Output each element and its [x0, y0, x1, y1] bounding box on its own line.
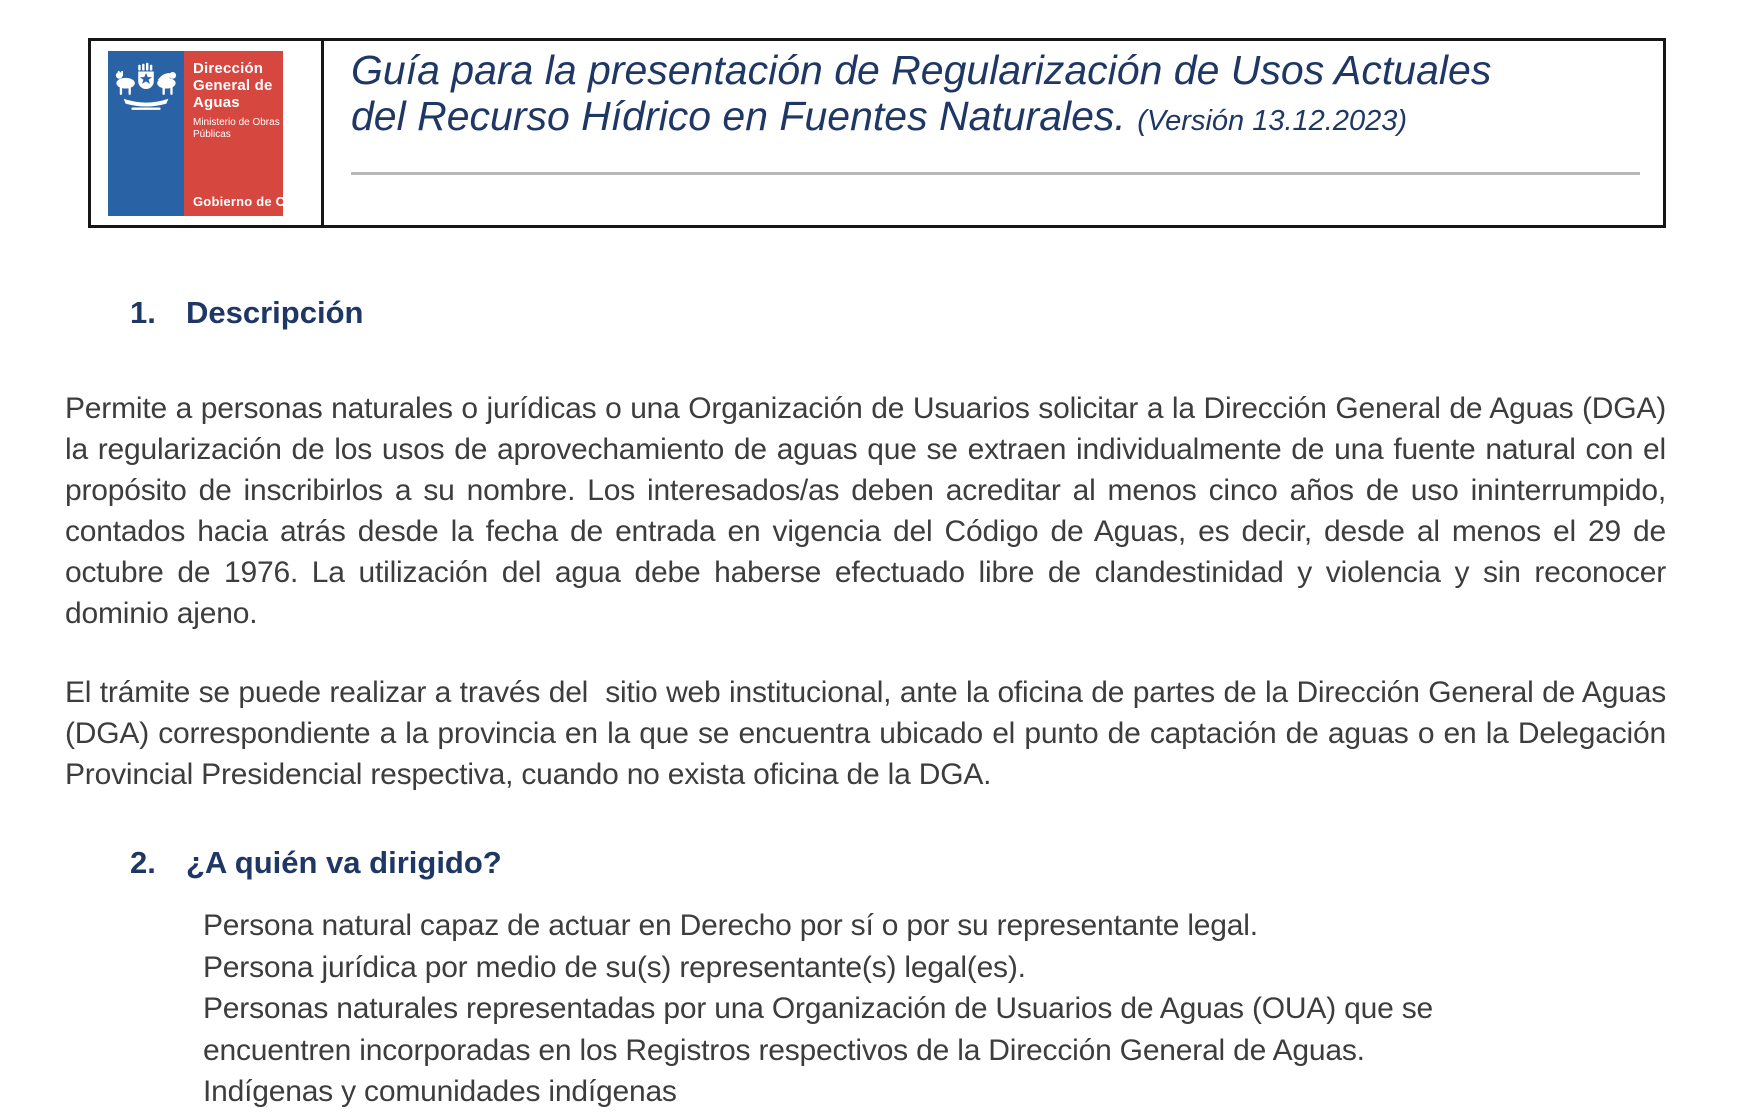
section-2-heading	[130, 845, 502, 881]
logo-ministry-line2: Públicas	[193, 129, 231, 140]
section-1-title: Descripción	[186, 295, 364, 330]
logo-agency-name	[193, 60, 273, 111]
document-title	[351, 47, 1663, 144]
description-paragraph-1: Permite a personas naturales o jurídicas o una Organización de Usuarios solicitar a la Dirección General de Aguas (DGA) la regularización de los usos de aprovechamiento de aguas que se extraen individualmente de una fuente natural con el propósito de inscribirlos a su nombre. Los interesados/as deben acreditar al menos cinco años de uso ininterrumpido, contados hacia atrás desde la fecha de entrada en vigencia del Código de Aguas, es decir, desde al menos el 29 de octubre de 1976. La utilización del agua debe haberse efectuado libre de clandestinidad y violencia y sin reconocer dominio ajeno.	[65, 392, 1666, 630]
logo-agency-line3: Aguas	[193, 94, 240, 111]
logo-red-panel	[184, 51, 309, 216]
list-item: Indígenas y comunidades indígenas	[203, 1075, 677, 1108]
description-paragraph-2: El trámite se puede realizar a través del sitio web institucional, ante la oficina de partes de la Dirección General de Aguas (DGA) correspondiente a la provincia en la que se encuentra ubicado el punto de captación de aguas o en la Delegación Provincial Presidencial respectiva, cuando no exista oficina de la DGA.	[65, 676, 1666, 791]
title-underline-rule	[351, 172, 1640, 175]
logo-agency-line2: General de	[193, 77, 273, 94]
logo-ministry-line1: Ministerio de Obras	[193, 117, 280, 128]
section-1-heading	[130, 295, 363, 331]
section-2-number: 2.	[130, 845, 156, 880]
list-item: Personas naturales representadas por una Organización de Usuarios de Aguas (OUA) que se encuentren incorporadas en los Registros respectivos de la Dirección General de Aguas.	[203, 992, 1433, 1067]
title-version-note: (Versión 13.12.2023)	[1137, 105, 1407, 137]
section-2-title: ¿A quién va dirigido?	[186, 845, 502, 880]
audience-list	[203, 905, 1475, 1113]
document-header	[88, 38, 1666, 228]
document-title-line1: Guía para la presentación de Regularización de Usos Actuales	[351, 47, 1492, 93]
logo-ministry-name	[193, 117, 280, 141]
title-cell	[324, 41, 1663, 225]
section-1-number: 1.	[130, 295, 156, 330]
logo-cell	[91, 41, 324, 225]
logo-agency-line1: Dirección	[193, 60, 264, 77]
chile-coat-of-arms-icon	[112, 61, 180, 117]
logo-blue-panel	[108, 51, 184, 216]
document-title-line2-text: del Recurso Hídrico en Fuentes Naturales.	[351, 93, 1126, 139]
dga-government-logo	[108, 51, 309, 216]
document-title-line2	[351, 93, 1663, 144]
list-item: Persona natural capaz de actuar en Derecho por sí o por su representante legal.	[203, 909, 1258, 942]
list-item: Persona jurídica por medio de su(s) representante(s) legal(es).	[203, 950, 1026, 984]
logo-government-label: Gobierno de Chile	[193, 194, 309, 209]
